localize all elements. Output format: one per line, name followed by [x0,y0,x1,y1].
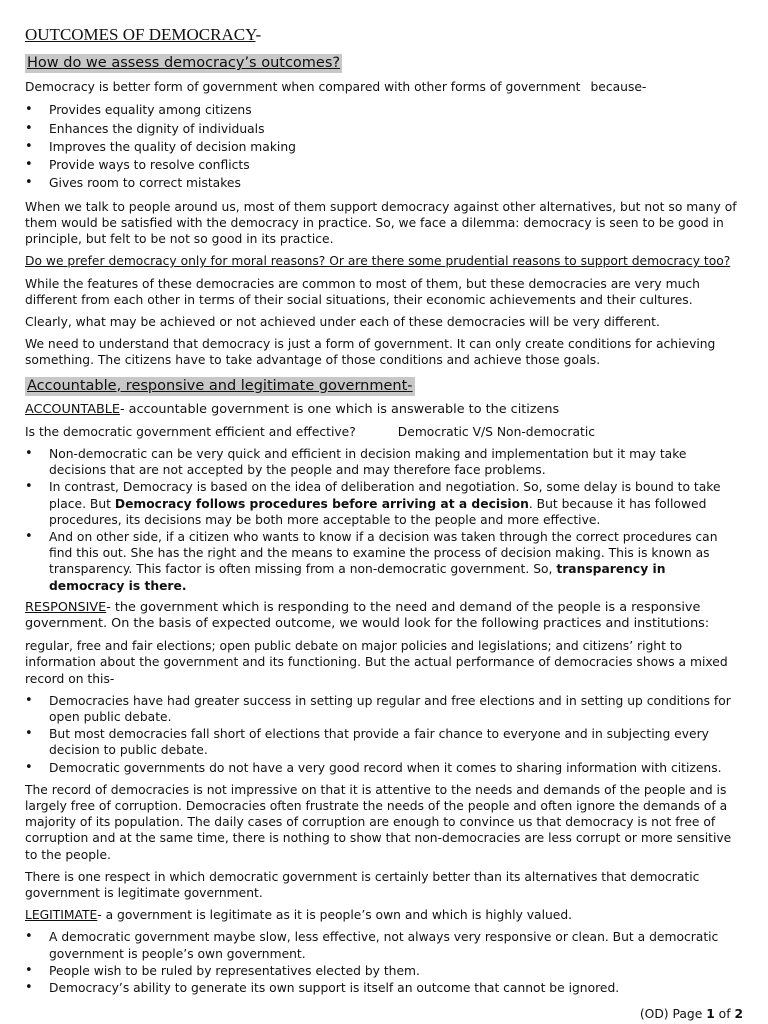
benefits-list [25,101,743,192]
accountable-definition: ACCOUNTABLE- accountable government is one which is answerable to the citizens [25,401,560,417]
legitimate-definition: LEGITIMATE- a government is legitimate as it is people’s own and which is highly valued. [25,908,573,923]
term-accountable: ACCOUNTABLE [25,401,120,417]
intro-paragraph: Democracy is better form of government when compared with other forms of government because- [25,80,647,94]
responsiveness-list [25,693,743,776]
term-legitimate: LEGITIMATE [25,908,98,923]
list-item: • Democratic governments do not have a very good record when it comes to sharing information with citizens. [25,760,743,776]
legitimacy-list [25,929,743,996]
dilemma-paragraph: When we talk to people around us, most of them support democracy against other alternatives, but not so many of them would be satisfied with the democracy in practice. So, we face a dilemma: democracy is seen to be good in principle, but felt to be not so good in its practice. [25,199,737,247]
page-title: OUTCOMES OF DEMOCRACY- [25,25,262,44]
term-responsive: RESPONSIVE [25,599,107,615]
conditions-paragraph: We need to understand that democracy is just a form of government. It can only create conditions for achieving something. The citizens have to take advantage of those conditions and achieve those goals. [25,337,716,368]
features-paragraph: While the features of these democracies are common to most of them, but these democracies are very much different from each other in terms of their social situations, their economic achievements and their cultures. [25,276,700,307]
document-page [25,24,743,1002]
section-heading-assess: How do we assess democracy’s outcomes? [27,55,341,71]
efficiency-question: Is the democratic government efficient and effective? Democratic V/S Non-democratic [25,424,596,439]
list-item: • Provides equality among citizens [25,101,743,119]
list-item: • Improves the quality of decision making [25,138,743,156]
list-item: • Democracy’s ability to generate its own support is itself an outcome that cannot be ignored. [25,980,743,996]
prudential-question: Do we prefer democracy only for moral reasons? Or are there some prudential reasons to support democracy too? [25,254,731,269]
record-paragraph: The record of democracies is not impressive on that it is attentive to the needs and demands of the people and is largely free of corruption. Democracies often frustrate the needs of the people and often ignore the demands of a majority of its population. The daily cases of corruption are enough to convince us that democracy is not free of corruption and at the same time, there is nothing to show that non-democracies are less corrupt or more sensitive to the people. [25,782,732,862]
list-item: • But most democracies fall short of elections that provide a fair chance to everyone and in subjecting every decision to public debate. [25,726,743,758]
page-number: (OD) Page 1 of 2 [639,1007,743,1021]
list-item: • People wish to be ruled by representatives elected by them. [25,963,743,979]
responsive-definition: RESPONSIVE- the government which is responding to the need and demand of the people is a responsive government. On the basis of expected outcome, we would look for the following practices and institutions: [25,599,710,631]
practices-paragraph: regular, free and fair elections; open public debate on major policies and legislations; and citizens’ right to information about the government and its functioning. But the actual performance of democracies shows a mixed record on this- [25,639,728,686]
list-item: • Democracies have had greater success in setting up regular and free elections and in setting up conditions for open public debate. [25,693,743,725]
respect-paragraph: There is one respect in which democratic government is certainly better than its alternatives that democratic government is legitimate government. [25,869,700,900]
list-item: • A democratic government maybe slow, less effective, not always very responsive or clean. But a democratic government is people’s own government. [25,929,743,961]
achievement-paragraph: Clearly, what may be achieved or not achieved under each of these democracies will be very different. [25,314,660,329]
list-item: • Gives room to correct mistakes [25,174,743,192]
list-item: • Non-democratic can be very quick and efficient in decision making and implementation but it may take decisions that are not accepted by the people and may therefore face problems. [25,446,743,478]
list-item: • Enhances the dignity of individuals [25,120,743,138]
list-item: • And on other side, if a citizen who wants to know if a decision was taken through the correct procedures can find this out. She has the right and the means to examine the process of decision making. This is known as transparency. This factor is often missing from a non-democratic government. So, transparency in democracy is there. [25,529,743,594]
list-item: • Provide ways to resolve conflicts [25,156,743,174]
list-item: • In contrast, Democracy is based on the idea of deliberation and negotiation. So, some delay is bound to take place. But Democracy follows procedures before arriving at a decision. But because it has followed procedures, its decisions may be both more acceptable to the people and more effective. [25,479,743,528]
accountability-list [25,446,743,594]
section-heading-accountable: Accountable, responsive and legitimate government- [27,377,413,394]
